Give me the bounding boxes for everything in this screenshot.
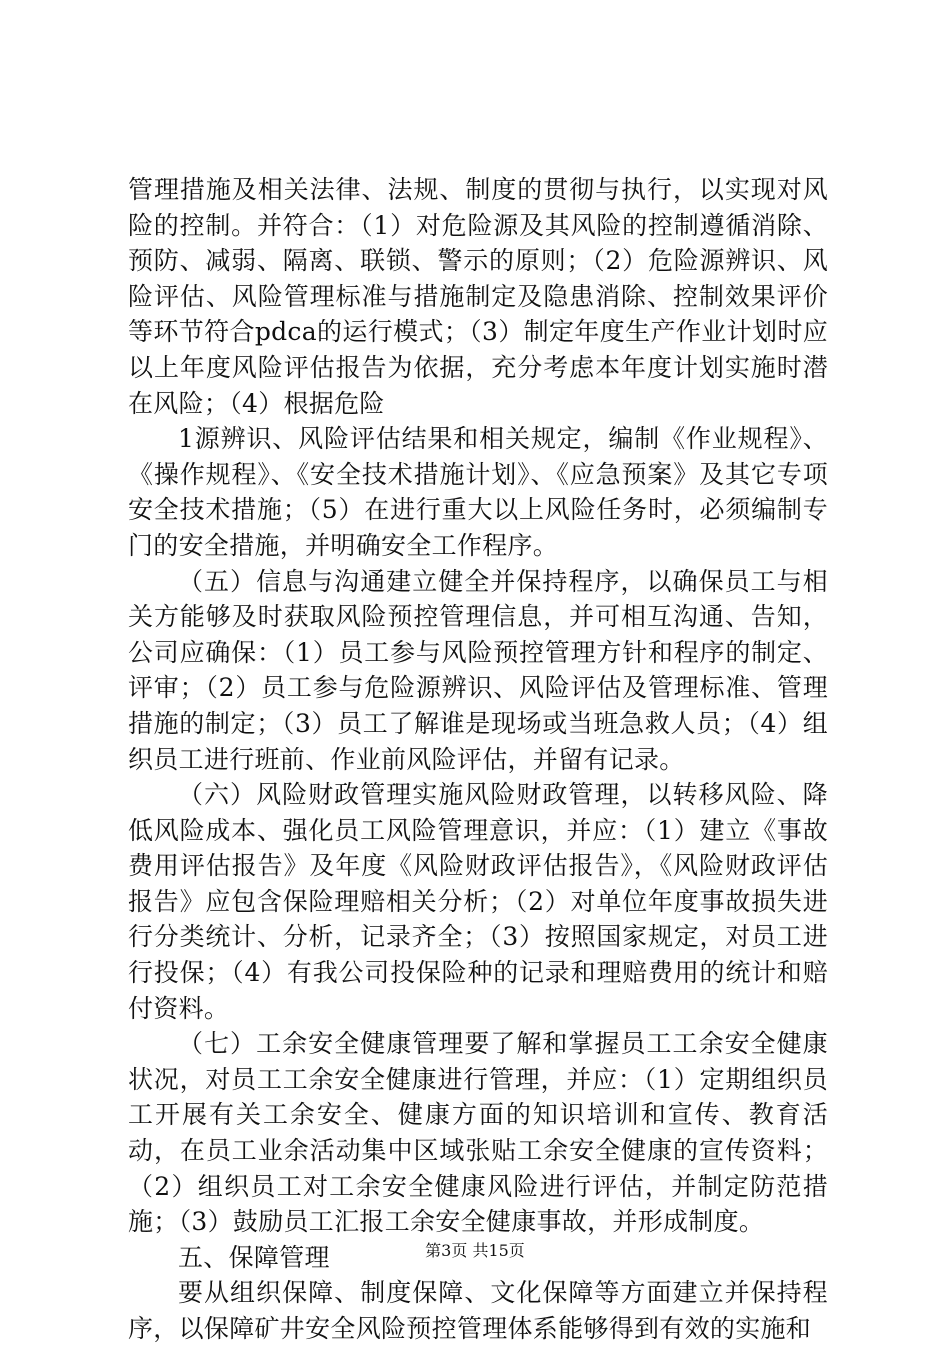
paragraph-2: 1源辨识、风险评估结果和相关规定，编制《作业规程》、《操作规程》、《安全技术措施计划》、《应急预案》及其它专项安全技术措施；（5）在进行重大以上风险任务时，必须编制专门的安全措施，并明确安全工作程序。 <box>128 424 828 560</box>
paragraph-3: （五）信息与沟通建立健全并保持程序，以确保员工与相关方能够及时获取风险预控管理信息，并可相互沟通、告知，公司应确保：（1）员工参与风险预控管理方针和程序的制定、评审；（2）员工参与危险源辨识、风险评估及管理标准、管理措施的制定；（3）员工了解谁是现场或当班急救人员；（4）组织员工进行班前、作业前风险评估，并留有记录。 <box>128 566 828 774</box>
paragraph-5: （七）工余安全健康管理要了解和掌握员工工余安全健康状况，对员工工余安全健康进行管理，并应：（1）定期组织员工开展有关工余安全、健康方面的知识培训和宣传、教育活动，在员工业余活动集中区域张贴工余安全健康的宣传资料；（2）组织员工对工余安全健康风险进行评估，并制定防范措施；（3）鼓励员工汇报工余安全健康事故，并形成制度。 <box>128 1029 828 1237</box>
page-number-footer: 第3页 共15页 <box>425 1241 525 1260</box>
paragraph-4: （六）风险财政管理实施风险财政管理，以转移风险、降低风险成本、强化员工风险管理意识，并应：（1）建立《事故费用评估报告》及年度《风险财政评估报告》，《风险财政评估报告》应包含保险理赔相关分析；（2）对单位年度事故损失进行分类统计、分析，记录齐全；（3）按照国家规定，对员工进行投保；（4）有我公司投保险种的记录和理赔费用的统计和赔付资料。 <box>128 780 828 1023</box>
paragraph-6: 要从组织保障、制度保障、文化保障等方面建立并保持程序，以保障矿井安全风险预控管理体系能够得到有效的实施和 <box>128 1278 828 1343</box>
paragraph-1: 管理措施及相关法律、法规、制度的贯彻与执行，以实现对风险的控制。并符合：（1）对危险源及其风险的控制遵循消除、预防、减弱、隔离、联锁、警示的原则；（2）危险源辨识、风险评估、风险管理标准与措施制定及隐患消除、控制效果评价等环节符合pdca的运行模式；（3）制定年度生产作业计划时应以上年度风险评估报告为依据，充分考虑本年度计划实施时潜在风险；（4）根据危险 <box>128 175 828 418</box>
section-heading: 五、保障管理 <box>178 1242 330 1272</box>
document-body <box>128 172 828 1347</box>
